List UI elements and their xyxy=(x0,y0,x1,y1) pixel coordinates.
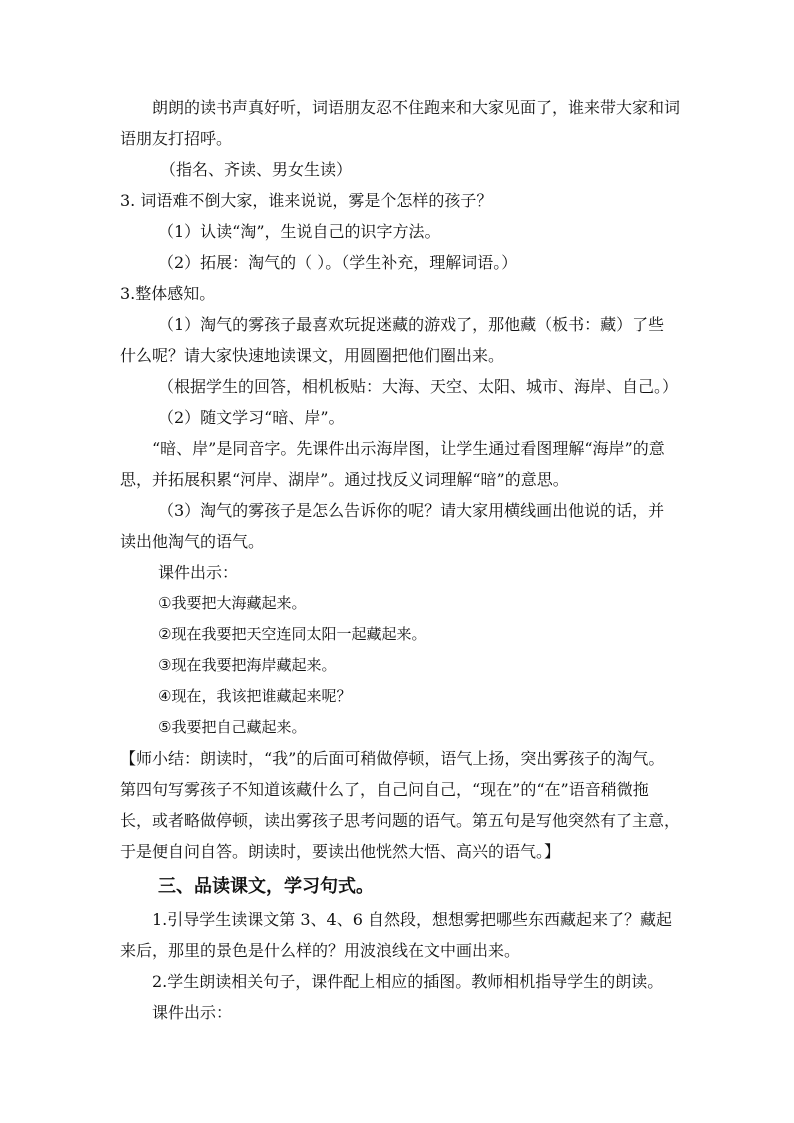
paragraph-homophone: （2）随文学习“暗、岸”。 xyxy=(158,408,345,427)
sentence-4: ④现在，我该把谁藏起来呢？ xyxy=(158,687,352,705)
paragraph-question-3: 3. 词语难不倒大家，谁来说说，雾是个怎样的孩子？ xyxy=(120,191,493,210)
paragraph-reading-note: （指名、齐读、男女生读） xyxy=(160,160,353,179)
paragraph-guide-reading: 1.引导学生读课文第 3、4、6 自然段，想想雾把哪些东西藏起来了？藏起来后，那里的景色是什么样的？用波浪线在文中画出来。 xyxy=(120,910,672,960)
paragraph-slide-label: 课件出示： xyxy=(158,563,239,582)
paragraph-coast: “暗、岸”是同音字。先课件出示海岸图，让学生通过看图理解“海岸”的意思，并拓展积累“河岸、湖岸”。通过找反义词理解“暗”的意思。 xyxy=(120,439,665,489)
paragraph-slide-label-2: 课件出示： xyxy=(152,1003,233,1022)
paragraph-naughty-tone: （3）淘气的雾孩子是怎么告诉你的呢？请大家用横线画出他说的话，并读出他淘气的语气。 xyxy=(120,501,665,551)
paragraph-board-note: （根据学生的回答，相机板贴：大海、天空、太阳、城市、海岸、自己。） xyxy=(158,377,679,396)
paragraph-student-reading: 2.学生朗读相关句子，课件配上相应的插图。教师相机指导学生的朗读。 xyxy=(152,972,664,991)
sentence-3: ③现在我要把海岸藏起来。 xyxy=(158,656,337,674)
sentence-5: ⑤我要把自己藏起来。 xyxy=(158,718,307,736)
sentence-2: ②现在我要把天空连同太阳一起藏起来。 xyxy=(158,625,427,643)
paragraph-intro: 朗朗的读书声真好听，词语朋友忍不住跑来和大家见面了，谁来带大家和词语朋友打招呼。 xyxy=(120,98,681,148)
paragraph-item-1: （1）认读“淘”，生说自己的识字方法。 xyxy=(158,222,441,241)
sentence-1: ①我要把大海藏起来。 xyxy=(158,594,307,612)
document-body xyxy=(120,92,680,1028)
section-heading-3: 三、品读课文，学习句式。 xyxy=(158,876,374,897)
paragraph-item-2: （2）拓展：淘气的（ ）。（学生补充，理解词语。） xyxy=(158,253,518,272)
paragraph-hide-and-seek: （1）淘气的雾孩子最喜欢玩捉迷藏的游戏了，那他藏（板书：藏）了些什么呢？请大家快速地读课文，用圆圈把他们圈出来。 xyxy=(120,315,665,365)
paragraph-overall: 3.整体感知。 xyxy=(120,284,216,303)
teacher-summary: 【师小结：朗读时，“我”的后面可稍做停顿，语气上扬，突出雾孩子的淘气。第四句写雾孩子不知道该藏什么了，自己问自己，“现在”的“在”语音稍微拖长，或者略做停顿，读出雾孩子思考问题的语气。第五句是写他突然有了主意，于是便自问自答。朗读时，要读出他恍然大悟、高兴的语气。】 xyxy=(120,749,681,861)
